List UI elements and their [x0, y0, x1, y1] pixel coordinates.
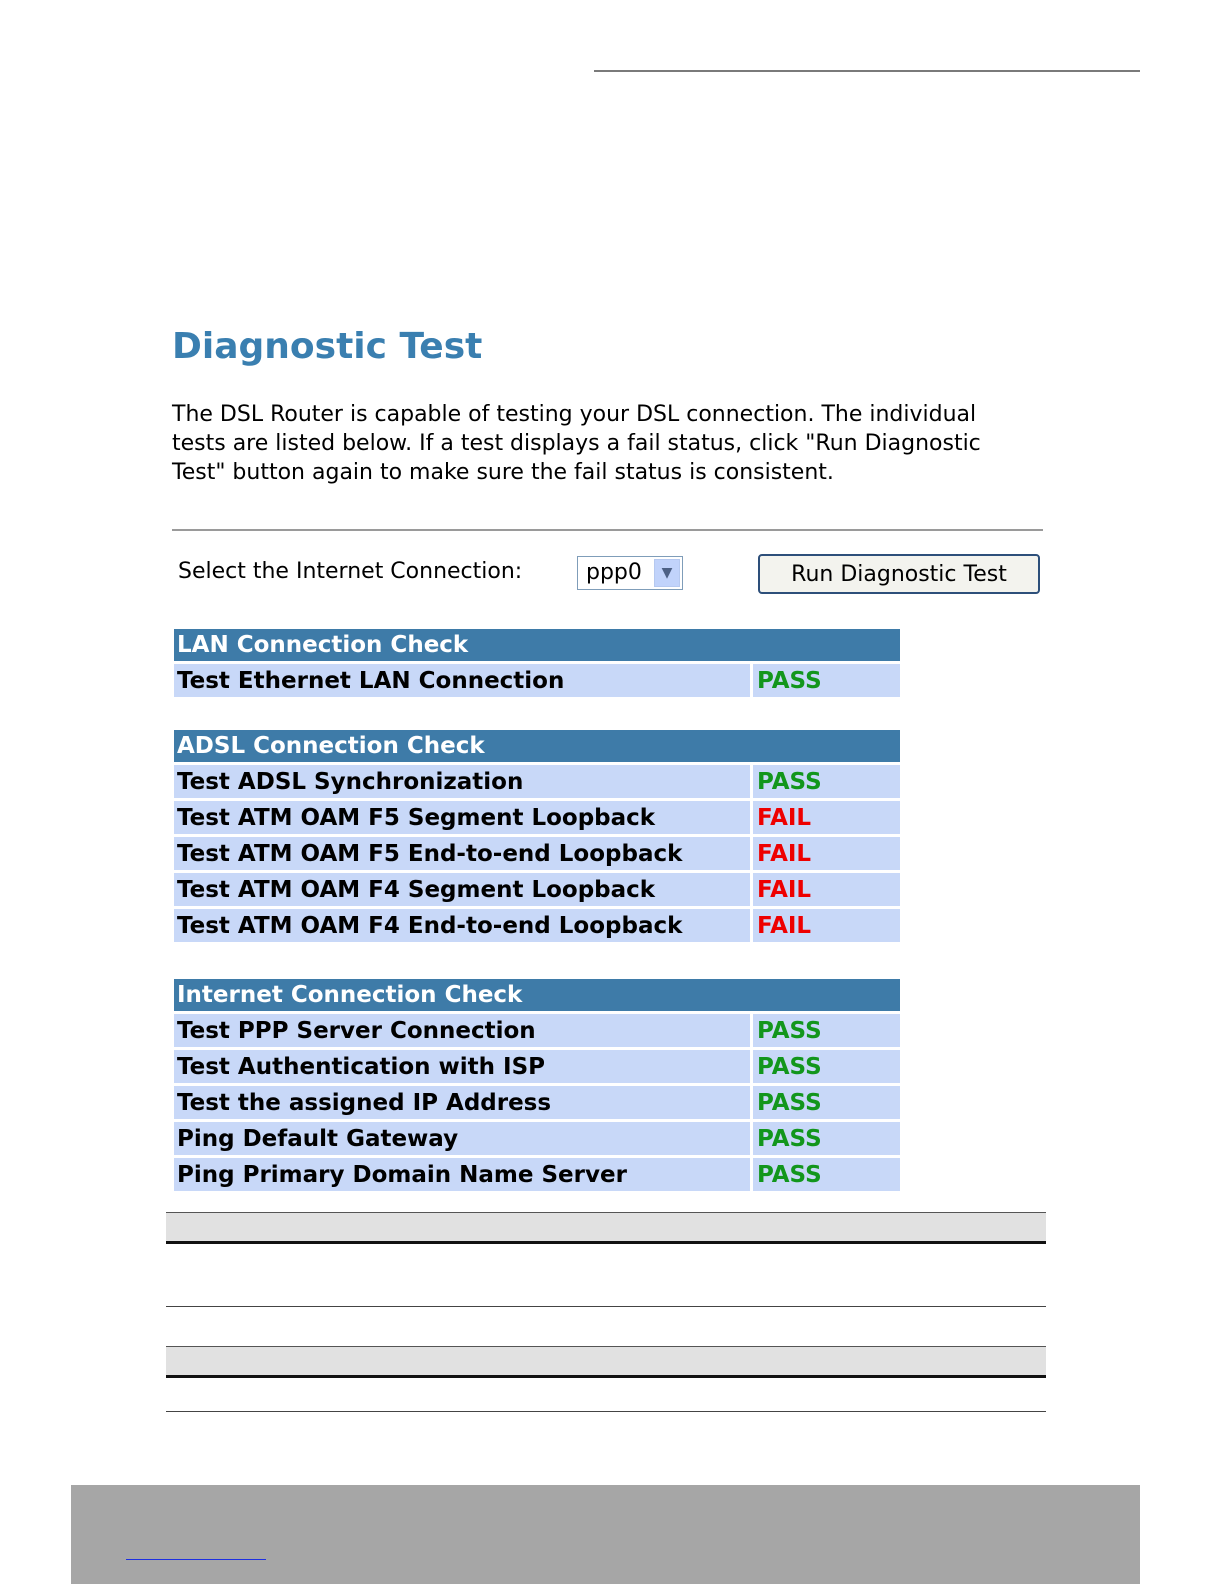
- page-footer: [71, 1485, 1140, 1584]
- table-row: [174, 1086, 900, 1119]
- connection-select[interactable]: [577, 556, 683, 590]
- table-divider: [166, 1306, 1046, 1307]
- top-divider: [594, 70, 1140, 72]
- table-row: [174, 909, 900, 942]
- test-name: Test Authentication with ISP: [174, 1050, 750, 1083]
- adsl-check-table: [174, 727, 900, 945]
- test-name: Test ATM OAM F5 Segment Loopback: [174, 801, 750, 834]
- test-result: PASS: [750, 1158, 900, 1191]
- internet-check-table: [174, 976, 900, 1194]
- run-diagnostic-test-button[interactable]: Run Diagnostic Test: [758, 554, 1040, 594]
- test-name: Ping Default Gateway: [174, 1122, 750, 1155]
- test-name: Test the assigned IP Address: [174, 1086, 750, 1119]
- table-row: [174, 1122, 900, 1155]
- test-name: Test PPP Server Connection: [174, 1014, 750, 1047]
- test-result: FAIL: [750, 837, 900, 870]
- test-result: PASS: [750, 664, 900, 697]
- test-result: PASS: [750, 1086, 900, 1119]
- connection-select-label: Select the Internet Connection:: [178, 559, 523, 584]
- test-result: PASS: [750, 765, 900, 798]
- table-header: [174, 629, 900, 661]
- adsl-check-header: ADSL Connection Check: [174, 730, 900, 762]
- page-title: Diagnostic Test: [172, 326, 483, 367]
- empty-table-header-1: [166, 1212, 1046, 1244]
- test-name: Test ATM OAM F5 End-to-end Loopback: [174, 837, 750, 870]
- test-result: FAIL: [750, 909, 900, 942]
- section-divider: [172, 529, 1043, 531]
- internet-check-header: Internet Connection Check: [174, 979, 900, 1011]
- lan-check-header: LAN Connection Check: [174, 629, 900, 661]
- intro-text: The DSL Router is capable of testing your DSL connection. The individual tests are listed below. If a test displays a fail status, click "Run Diagnostic Test" button again to make sure the fail status is consistent.: [172, 402, 981, 485]
- table-header: [174, 730, 900, 762]
- empty-table-header-2: [166, 1346, 1046, 1378]
- chevron-down-icon[interactable]: ▼: [654, 559, 680, 587]
- table-header: [174, 979, 900, 1011]
- footer-link[interactable]: [126, 1559, 266, 1560]
- table-row: [174, 873, 900, 906]
- table-row: [174, 1014, 900, 1047]
- lan-check-table: [174, 626, 900, 700]
- test-result: PASS: [750, 1014, 900, 1047]
- table-row: [174, 801, 900, 834]
- connection-select-value: ppp0: [586, 560, 642, 585]
- test-name: Test ATM OAM F4 End-to-end Loopback: [174, 909, 750, 942]
- test-result: FAIL: [750, 801, 900, 834]
- test-name: Test ATM OAM F4 Segment Loopback: [174, 873, 750, 906]
- table-row: [174, 837, 900, 870]
- table-row: [174, 1158, 900, 1191]
- test-result: FAIL: [750, 873, 900, 906]
- table-row: [174, 765, 900, 798]
- table-row: [174, 664, 900, 697]
- test-result: PASS: [750, 1122, 900, 1155]
- table-row: [174, 1050, 900, 1083]
- test-result: PASS: [750, 1050, 900, 1083]
- test-name: Test ADSL Synchronization: [174, 765, 750, 798]
- table-divider: [166, 1411, 1046, 1412]
- connection-select-row: [178, 554, 1043, 592]
- test-name: Ping Primary Domain Name Server: [174, 1158, 750, 1191]
- test-name: Test Ethernet LAN Connection: [174, 664, 750, 697]
